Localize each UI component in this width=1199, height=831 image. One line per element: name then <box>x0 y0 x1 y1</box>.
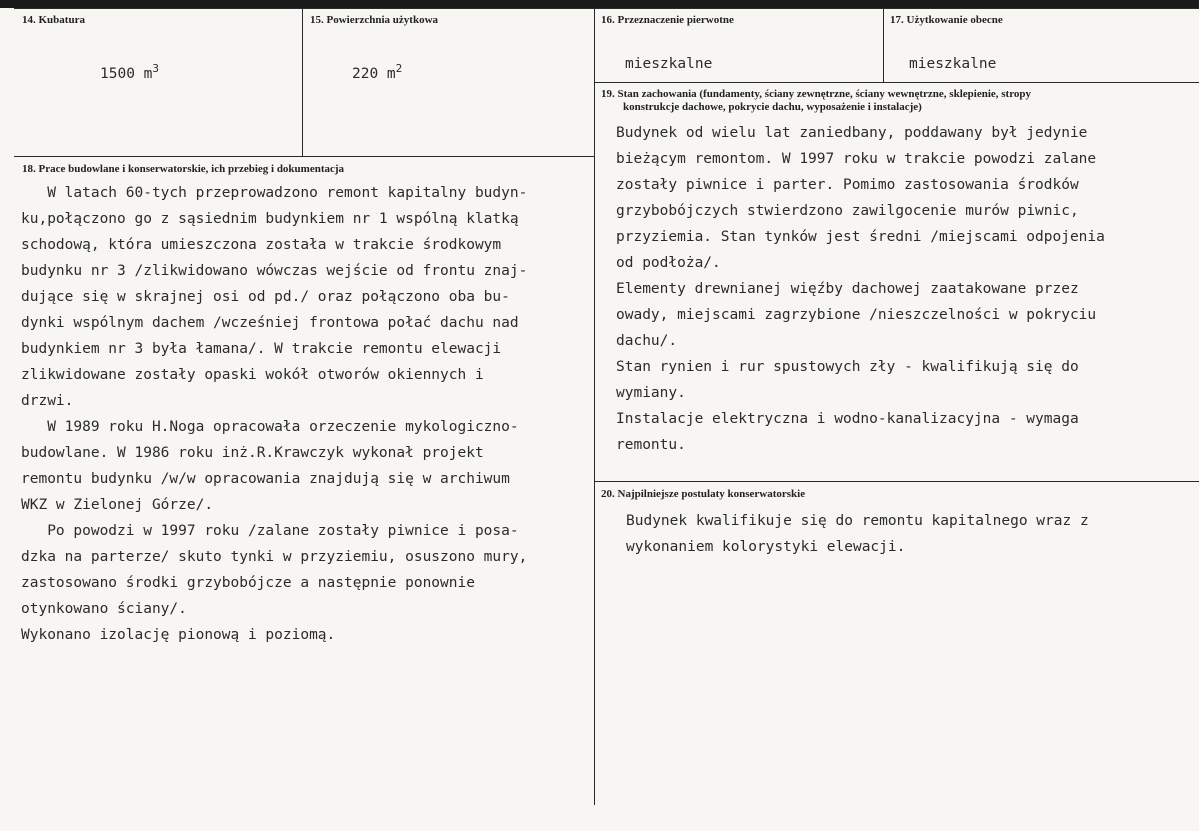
field-19-label-line2: konstrukcje dachowe, pokrycie dachu, wyposażenie i instalacje) <box>623 101 922 113</box>
text-line: zastosowano środki grzybobójcze a następnie ponownie <box>21 575 475 591</box>
scan-top-edge <box>0 0 1199 8</box>
text-line: Wykonano izolację pionową i poziomą. <box>21 627 336 643</box>
text-line: budynku nr 3 /zlikwidowano wówczas wejście od frontu znaj- <box>21 263 528 279</box>
field-16-label: 16. Przeznaczenie pierwotne <box>601 14 734 26</box>
field-15-label: 15. Powierzchnia użytkowa <box>310 14 439 26</box>
text-line: owady, miejscami zagrzybione /nieszczelności w pokryciu <box>616 307 1097 323</box>
field-16-value: mieszkalne <box>625 56 713 72</box>
field-17-label: 17. Użytkowanie obecne <box>890 14 1003 26</box>
field-19-text <box>616 120 1196 458</box>
kubatura-unit-exponent: 3 <box>152 62 160 75</box>
text-line: wymiany. <box>616 385 686 401</box>
powierzchnia-unit-exponent: 2 <box>395 62 403 75</box>
powierzchnia-value: 220 m <box>352 65 396 82</box>
kubatura-value: 1500 m <box>100 65 153 82</box>
text-line: W 1989 roku H.Noga opracowała orzeczenie mykologiczno- <box>21 419 519 435</box>
field-17-value: mieszkalne <box>909 56 997 72</box>
text-line: dynki wspólnym dachem /wcześniej frontowa połać dachu nad <box>21 315 519 331</box>
text-line: dujące się w skrajnej osi od pd./ oraz połączono oba bu- <box>21 289 510 305</box>
divider-14-15 <box>302 8 303 156</box>
text-line: remontu budynku /w/w opracowania znajdują się w archiwum <box>21 471 510 487</box>
text-line: WKZ w Zielonej Górze/. <box>21 497 214 513</box>
text-line: dachu/. <box>616 333 678 349</box>
field-20-label: 20. Najpilniejsze postulaty konserwatorskie <box>601 488 806 500</box>
text-line: otynkowano ściany/. <box>21 601 187 617</box>
text-line: bieżącym remontom. W 1997 roku w trakcie powodzi zalane <box>616 151 1097 167</box>
divider-main-vertical <box>594 8 595 805</box>
field-20-text <box>626 508 1196 560</box>
text-line: grzybobójczych stwierdzono zawilgocenie murów piwnic, <box>616 203 1079 219</box>
text-line: budowlane. W 1986 roku inż.R.Krawczyk wykonał projekt <box>21 445 484 461</box>
text-line: Budynek od wielu lat zaniedbany, poddawany był jedynie <box>616 125 1088 141</box>
field-19-label-line1: 19. Stan zachowania (fundamenty, ściany zewnętrzne, ściany wewnętrzne, sklepienie, stropy <box>601 88 1031 100</box>
text-line: przyziemia. Stan tynków jest średni /miejscami odpojenia <box>616 229 1105 245</box>
text-line: W latach 60-tych przeprowadzono remont kapitalny budyn- <box>21 185 528 201</box>
field-18-text <box>21 180 593 648</box>
field-15-value <box>352 62 402 82</box>
text-line: drzwi. <box>21 393 74 409</box>
field-14-value <box>100 62 159 82</box>
text-line: Budynek kwalifikuje się do remontu kapitalnego wraz z <box>626 513 1089 529</box>
text-line: dzka na parterze/ skuto tynki w przyziemiu, osuszono mury, <box>21 549 528 565</box>
text-line: Stan rynien i rur spustowych zły - kwalifikują się do <box>616 359 1079 375</box>
text-line: wykonaniem kolorystyki elewacji. <box>626 539 906 555</box>
field-18-label: 18. Prace budowlane i konserwatorskie, ich przebieg i dokumentacja <box>22 163 345 175</box>
divider-16-19 <box>594 82 1199 83</box>
text-line: Instalacje elektryczna i wodno-kanalizacyjna - wymaga <box>616 411 1079 427</box>
field-19-label <box>601 88 1031 114</box>
text-line: ku,połączono go z sąsiednim budynkiem nr 1 wspólną klatką <box>21 211 519 227</box>
text-line: od podłoża/. <box>616 255 721 271</box>
text-line: budynkiem nr 3 była łamana/. W trakcie remontu elewacji <box>21 341 502 357</box>
text-line: schodową, która umieszczona została w trakcie środkowym <box>21 237 502 253</box>
divider-14-18 <box>14 156 594 157</box>
text-line: zlikwidowane zostały opaski wokół otworów okiennych i <box>21 367 484 383</box>
text-line: Elementy drewnianej więźby dachowej zaatakowane przez <box>616 281 1079 297</box>
divider-16-17 <box>883 8 884 82</box>
text-line: remontu. <box>616 437 686 453</box>
text-line: zostały piwnice i parter. Pomimo zastosowania środków <box>616 177 1079 193</box>
form-top-border <box>14 8 1199 9</box>
text-line: Po powodzi w 1997 roku /zalane zostały piwnice i posa- <box>21 523 519 539</box>
field-14-label: 14. Kubatura <box>22 14 85 26</box>
divider-19-20 <box>594 481 1199 482</box>
